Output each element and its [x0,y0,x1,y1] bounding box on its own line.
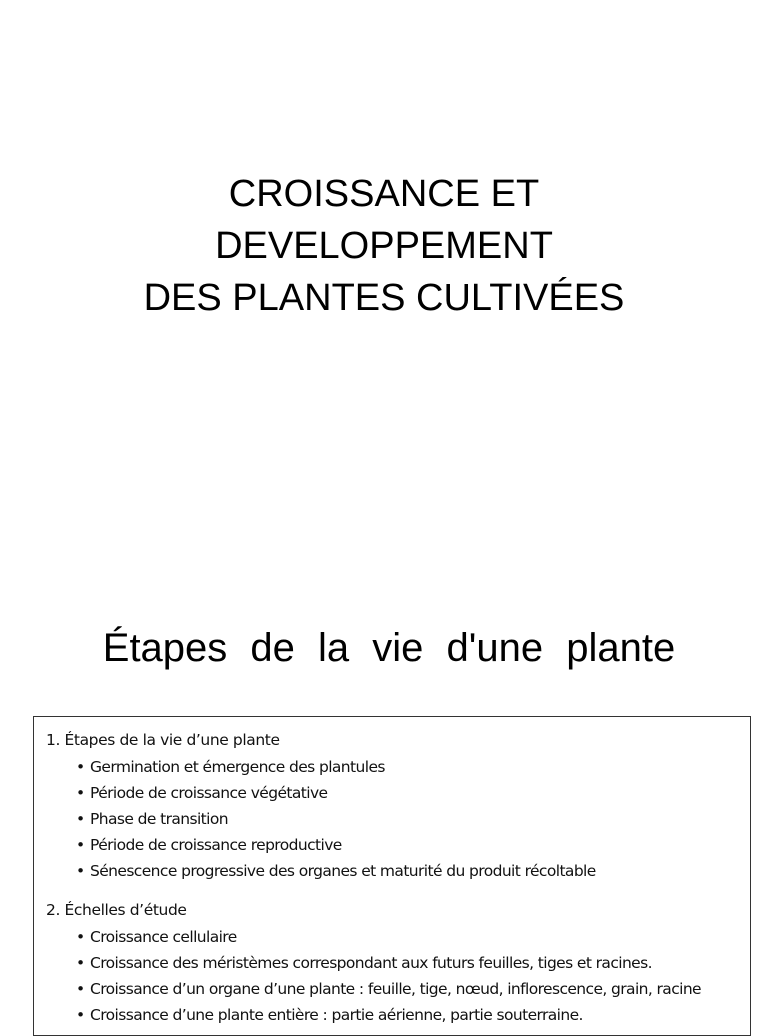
bullet-icon: • [76,980,85,998]
section-title: Étapes de la vie d'une plante [102,626,676,670]
list-item-text: Sénescence progressive des organes et maturité du produit récoltable [90,862,596,880]
list-item-text: Période de croissance reproductive [90,836,342,854]
section-heading-2: 2. Échelles d’étude [46,901,187,919]
list-item [76,928,237,946]
bullet-icon: • [76,1006,85,1024]
main-title-line-1: CROISSANCE ET [228,173,540,215]
list-item-text: Croissance des méristèmes correspondant aux futurs feuilles, tiges et racines. [90,954,652,972]
list-item [76,954,652,972]
list-item-text: Germination et émergence des plantules [90,758,385,776]
list-item [76,862,596,880]
bullet-icon: • [76,758,85,776]
list-item-text: Croissance d’une plante entière : partie aérienne, partie souterraine. [90,1006,583,1024]
list-item [76,758,385,776]
bullet-icon: • [76,862,85,880]
list-item-text: Croissance d’un organe d’une plante : feuille, tige, nœud, inflorescence, grain, racine [90,980,701,998]
section-heading-1: 1. Étapes de la vie d’une plante [46,731,280,749]
scanned-text-box [33,716,751,1036]
bullet-icon: • [76,928,85,946]
list-item-text: Croissance cellulaire [90,928,237,946]
list-item-text: Phase de transition [90,810,228,828]
list-item [76,1006,583,1024]
main-title-line-3: DES PLANTES CULTIVÉES [143,277,625,319]
bullet-icon: • [76,784,85,802]
bullet-icon: • [76,836,85,854]
list-item [76,836,342,854]
list-item-text: Période de croissance végétative [90,784,328,802]
list-item [76,980,701,998]
bullet-icon: • [76,810,85,828]
bullet-icon: • [76,954,85,972]
main-title-line-2: DEVELOPPEMENT [215,225,553,267]
list-item [76,810,228,828]
list-item [76,784,327,802]
main-title [0,168,768,324]
